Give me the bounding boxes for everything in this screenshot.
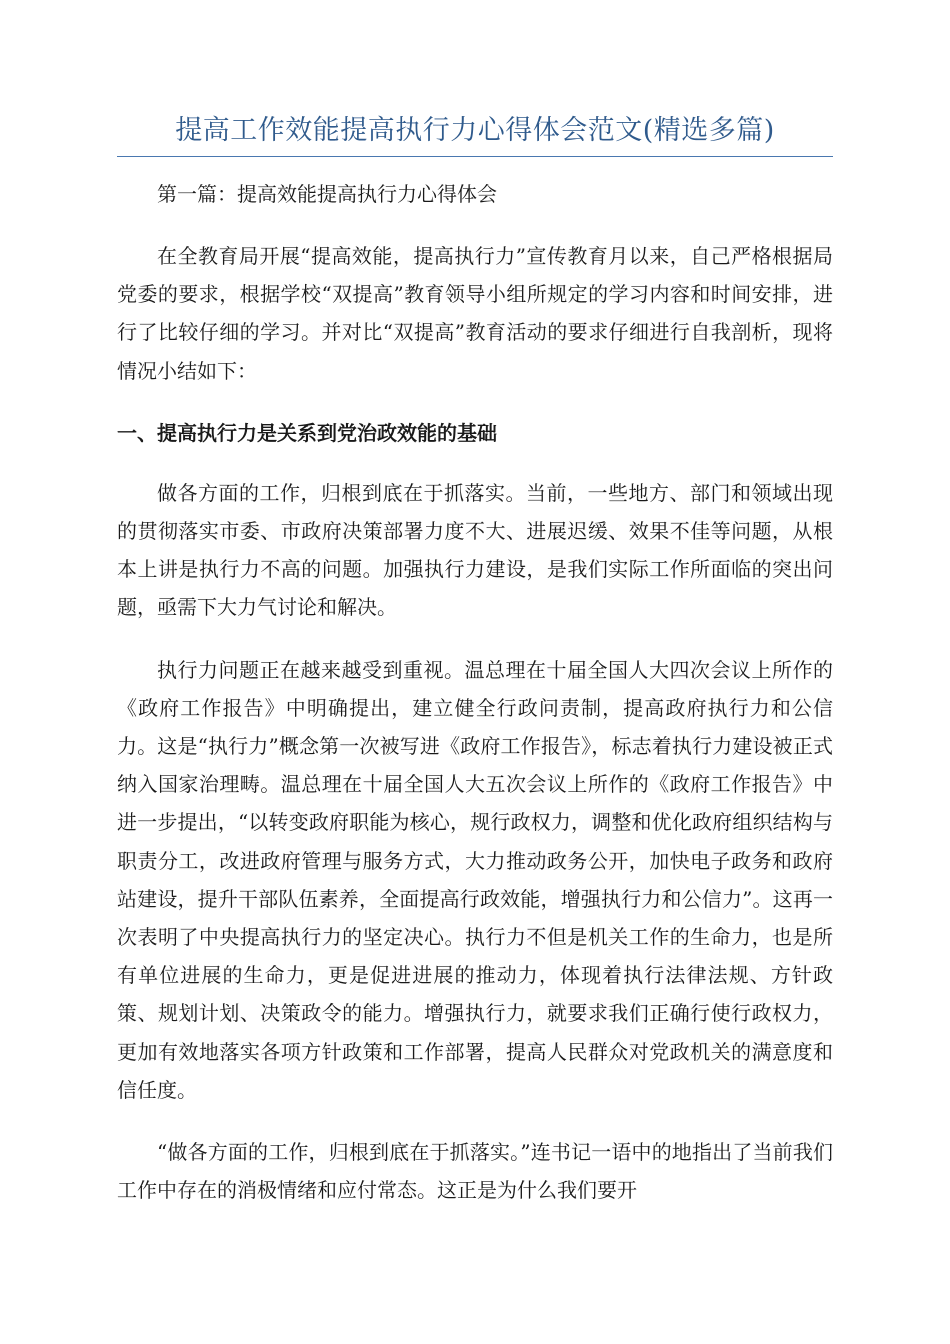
section-title: 第一篇：提高效能提高执行力心得体会 (157, 182, 497, 206)
heading-1: 一、提高执行力是关系到党治政效能的基础 (117, 420, 497, 445)
title-underline (117, 156, 833, 157)
paragraph-3: 执行力问题正在越来越受到重视。温总理在十届全国人大四次会议上所作的《政府工作报告》中明确提出，建立健全行政问责制，提高政府执行力和公信力。这是“执行力”概念第一次被写进《政府工作报告》，标志着执行力建设被正式纳入国家治理畴。温总理在十届全国人大五次会议上所作的《政府工作报告》中进一步提出，“以转变政府职能为核心，规行政权力，调整和优化政府组织结构与职责分工，改进政府管理与服务方式，大力推动政务公开，加快电子政务和政府站建设，提升干部队伍素养，全面提高行政效能，增强执行力和公信力”。这再一次表明了中央提高执行力的坚定决心。执行力不但是机关工作的生命力，也是所有单位进展的生命力，更是促进进展的推动力，体现着执行法律法规、方针政策、规划计划、决策政令的能力。增强执行力，就要求我们正确行使行政权力，更加有效地落实各项方针政策和工作部署，提高人民群众对党政机关的满意度和信任度。 (117, 657, 833, 1102)
paragraph-2: 做各方面的工作，归根到底在于抓落实。当前，一些地方、部门和领域出现的贯彻落实市委、市政府决策部署力度不大、进展迟缓、效果不佳等问题，从根本上讲是执行力不高的问题。加强执行力建设，是我们实际工作所面临的突出问题，亟需下大力气讨论和解决。 (117, 480, 833, 620)
paragraph-intro: 在全教育局开展“提高效能，提高执行力”宣传教育月以来，自己严格根据局党委的要求，根据学校“双提高”教育领导小组所规定的学习内容和时间安排，进行了比较仔细的学习。并对比“双提高”教育活动的要求仔细进行自我剖析，现将情况小结如下： (117, 244, 833, 383)
document-page (117, 108, 833, 1233)
document-title: 提高工作效能提高执行力心得体会范文(精选多篇) (175, 115, 775, 146)
paragraph-4: “做各方面的工作，归根到底在于抓落实。”连书记一语中的地指出了当前我们工作中存在的消极情绪和应付常态。这正是为什么我们要开 (117, 1140, 833, 1203)
